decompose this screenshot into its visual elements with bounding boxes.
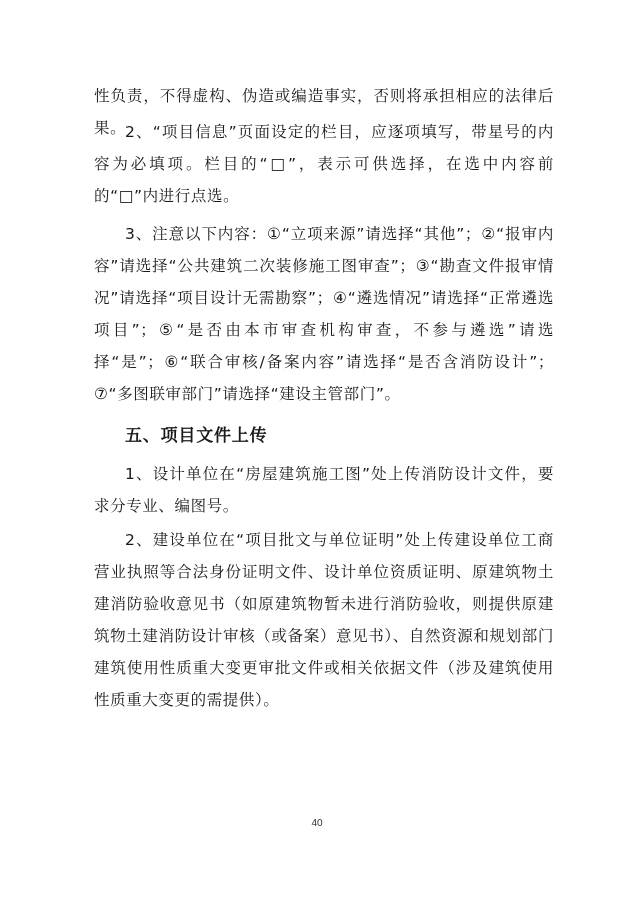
paragraph-item-3: 3、注意以下内容：①“立项来源”请选择“其他”；②“报审内容”请选择“公共建筑二次装修施工图审查”；③“勘查文件报审情况”请选择“项目设计无需勘察”；④“遴选情况”请选择“正常遴选项目”；⑤“是否由本市审查机构审查，不参与遴选”请选择“是”；⑥“联合审核/备案内容”请选择“是否含消防设计”；⑦“多图联审部门”请选择“建设主管部门”。 bbox=[94, 225, 554, 403]
paragraph-item-2: 2、“项目信息”页面设定的栏目，应逐项填写，带星号的内容为必填项。栏目的“□”，表示可供选择，在选中内容前的“□”内进行点选。 bbox=[94, 123, 554, 205]
paragraph-upload-1: 1、设计单位在“房屋建筑施工图”处上传消防设计文件，要求分专业、编图号。 bbox=[94, 465, 554, 515]
paragraph-upload-2: 2、建设单位在“项目批文与单位证明”处上传建设单位工商营业执照等合法身份证明文件、设计单位资质证明、原建筑物土建消防验收意见书（如原建筑物暂未进行消防验收，则提供原建筑物土建消防设计审核（或备案）意见书）、自然资源和规划部门建筑使用性质重大变更审批文件或相关依据文件（涉及建筑使用性质重大变更的需提供）。 bbox=[94, 531, 554, 709]
section-heading: 五、项目文件上传 bbox=[125, 426, 268, 446]
page-number: 40 bbox=[311, 818, 323, 829]
paragraph-continuation: 性负责，不得虚构、伪造或编造事实，否则将承担相应的法律后果。 bbox=[94, 87, 554, 137]
